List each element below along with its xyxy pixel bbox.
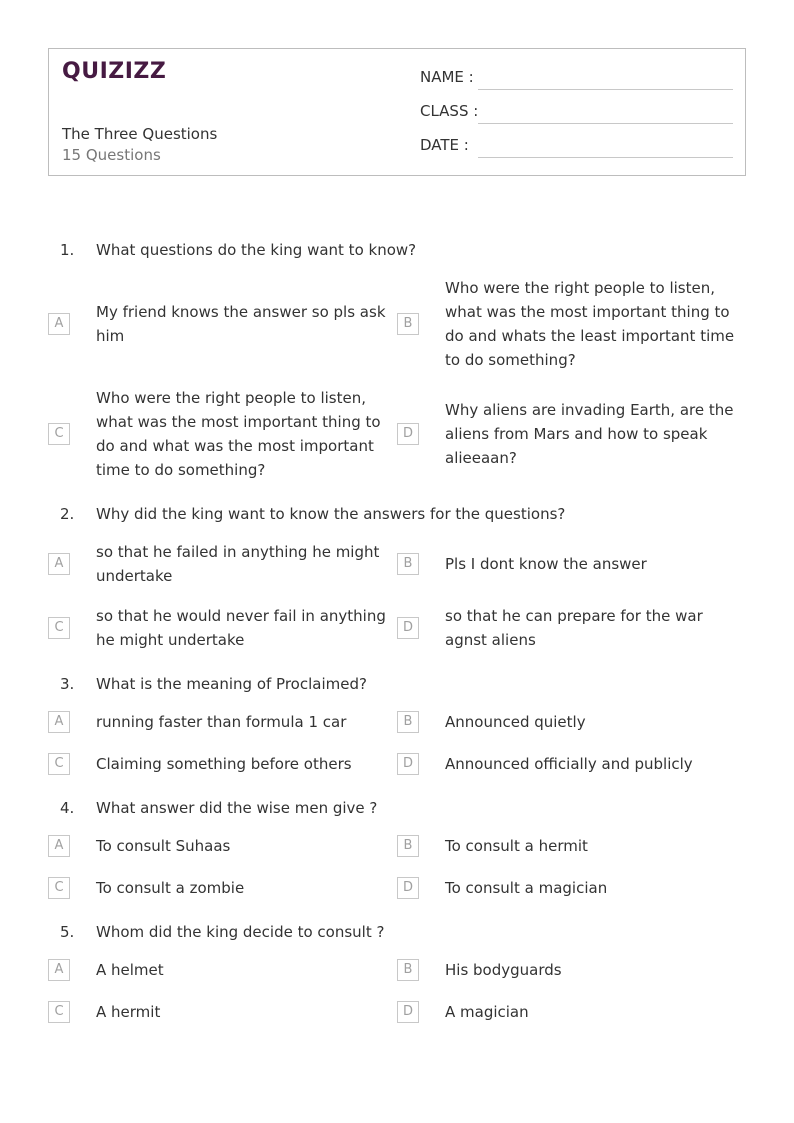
class-line[interactable] — [478, 123, 733, 124]
option-text: so that he would never fail in anything he might undertake — [96, 607, 386, 649]
option-text: To consult Suhaas — [96, 837, 231, 855]
option-a[interactable] — [48, 540, 397, 588]
option-d[interactable] — [397, 386, 746, 482]
option-text: Pls I dont know the answer — [445, 555, 647, 573]
class-label: CLASS : — [420, 102, 479, 120]
quizizz-logo: QUIZIZZ — [62, 59, 167, 84]
question-count: 15 Questions — [62, 146, 161, 164]
option-text: Who were the right people to listen, what was the most important thing to do and what was the most important time to do something? — [96, 389, 381, 479]
option-d[interactable] — [397, 1000, 746, 1024]
option-d[interactable] — [397, 876, 746, 900]
option-a[interactable] — [48, 710, 397, 734]
option-text: To consult a zombie — [96, 879, 245, 897]
option-text: His bodyguards — [445, 961, 562, 979]
option-text: so that he failed in anything he might undertake — [96, 543, 380, 585]
option-letter: A — [48, 711, 70, 733]
option-letter: A — [48, 959, 70, 981]
option-letter: B — [397, 835, 419, 857]
question — [48, 502, 746, 652]
option-text: A hermit — [96, 1003, 161, 1021]
option-text: A helmet — [96, 961, 164, 979]
option-letter: D — [397, 617, 419, 639]
option-letter: D — [397, 423, 419, 445]
option-letter: D — [397, 753, 419, 775]
option-letter: B — [397, 959, 419, 981]
question-text: What questions do the king want to know? — [96, 241, 417, 259]
option-text: running faster than formula 1 car — [96, 713, 347, 731]
option-b[interactable] — [397, 834, 746, 858]
option-b[interactable] — [397, 958, 746, 982]
option-b[interactable] — [397, 710, 746, 734]
question — [48, 920, 746, 1024]
option-text: so that he can prepare for the war agnst aliens — [445, 607, 703, 649]
option-letter: D — [397, 877, 419, 899]
question — [48, 238, 746, 482]
question-number: 1. — [60, 241, 75, 259]
question-number: 2. — [60, 505, 75, 523]
worksheet-header — [48, 48, 746, 176]
question — [48, 796, 746, 900]
option-letter: C — [48, 423, 70, 445]
question-number: 5. — [60, 923, 75, 941]
option-letter: A — [48, 835, 70, 857]
option-c[interactable] — [48, 1000, 397, 1024]
option-letter: D — [397, 1001, 419, 1023]
option-letter: C — [48, 753, 70, 775]
question-text: What answer did the wise men give ? — [96, 799, 378, 817]
option-letter: B — [397, 313, 419, 335]
option-letter: C — [48, 877, 70, 899]
option-b[interactable] — [397, 540, 746, 588]
worksheet-title: The Three Questions — [62, 125, 218, 143]
question-number: 3. — [60, 675, 75, 693]
question-list — [48, 238, 746, 1044]
option-c[interactable] — [48, 752, 397, 776]
option-b[interactable] — [397, 276, 746, 372]
option-d[interactable] — [397, 604, 746, 652]
option-text: A magician — [445, 1003, 529, 1021]
name-line[interactable] — [478, 89, 733, 90]
option-c[interactable] — [48, 876, 397, 900]
option-text: My friend knows the answer so pls ask him — [96, 303, 386, 345]
option-c[interactable] — [48, 604, 397, 652]
option-letter: B — [397, 553, 419, 575]
option-letter: B — [397, 711, 419, 733]
question-text: What is the meaning of Proclaimed? — [96, 675, 367, 693]
option-text: Why aliens are invading Earth, are the aliens from Mars and how to speak alieeaan? — [445, 401, 734, 467]
option-c[interactable] — [48, 386, 397, 482]
name-label: NAME : — [420, 68, 474, 86]
option-letter: A — [48, 313, 70, 335]
option-letter: C — [48, 1001, 70, 1023]
option-a[interactable] — [48, 958, 397, 982]
option-d[interactable] — [397, 752, 746, 776]
option-text: To consult a hermit — [445, 837, 588, 855]
option-text: Claiming something before others — [96, 755, 352, 773]
question-text: Whom did the king decide to consult ? — [96, 923, 385, 941]
option-a[interactable] — [48, 276, 397, 372]
option-a[interactable] — [48, 834, 397, 858]
date-line[interactable] — [478, 157, 733, 158]
question — [48, 672, 746, 776]
option-text: Announced officially and publicly — [445, 755, 693, 773]
option-text: To consult a magician — [445, 879, 608, 897]
question-text: Why did the king want to know the answers for the questions? — [96, 505, 566, 523]
option-text: Who were the right people to listen, what was the most important thing to do and whats the least important time to do something? — [445, 279, 735, 369]
question-number: 4. — [60, 799, 75, 817]
option-letter: C — [48, 617, 70, 639]
option-text: Announced quietly — [445, 713, 586, 731]
option-letter: A — [48, 553, 70, 575]
date-label: DATE : — [420, 136, 469, 154]
